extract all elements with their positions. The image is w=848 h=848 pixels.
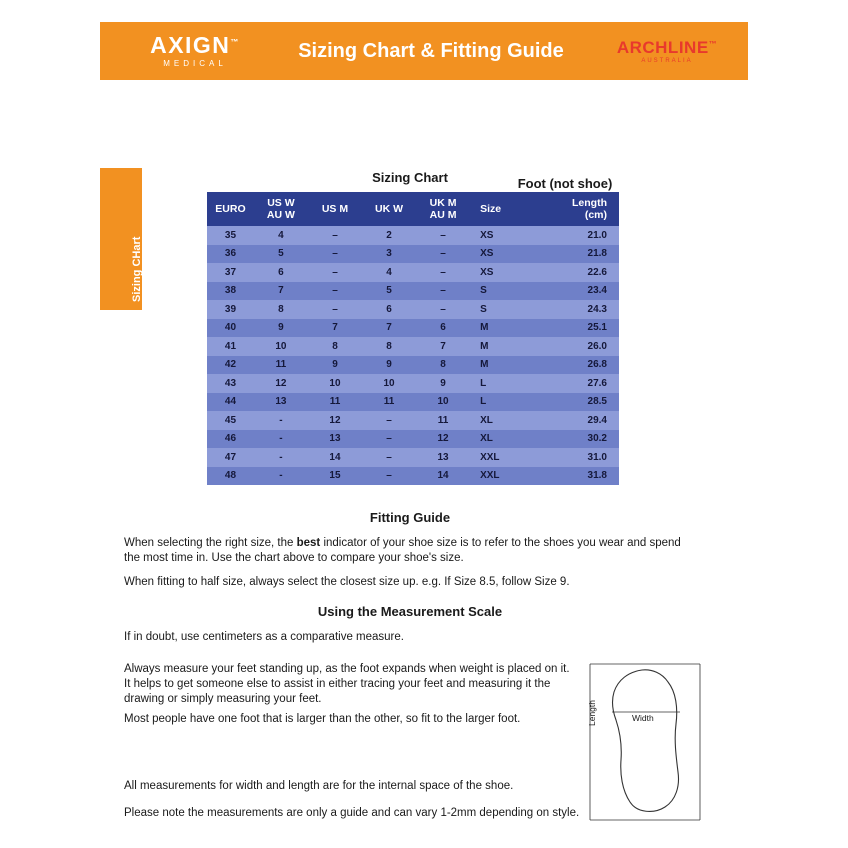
cell-us-w: 13 [254, 393, 308, 412]
table-head [207, 192, 619, 226]
cell-uk-m: 14 [416, 467, 470, 486]
archline-logo [592, 39, 748, 64]
header-uk-w-line1: UK W [375, 203, 404, 215]
cell-uk-m: 9 [416, 374, 470, 393]
table-row [207, 374, 619, 393]
measurement-paragraph-1: If in doubt, use centimeters as a comparative measure. [124, 631, 404, 643]
header-us-w-line2: AU W [266, 209, 295, 221]
header-uk-w [362, 192, 416, 226]
foot-diagram-svg [580, 662, 710, 822]
cell-uk-m: – [416, 282, 470, 301]
foot-length-label: Length [587, 700, 597, 726]
cell-uk-m: 7 [416, 337, 470, 356]
axign-trademark-icon: ™ [230, 37, 240, 47]
cell-length: 23.4 [539, 282, 619, 301]
cell-us-w: - [254, 411, 308, 430]
cell-length: 21.0 [539, 226, 619, 245]
cell-uk-w: – [362, 467, 416, 486]
header-us-m-line1: US M [321, 203, 349, 215]
cell-euro: 37 [207, 263, 254, 282]
archline-trademark-icon: ™ [708, 38, 718, 48]
header-euro [207, 192, 254, 226]
cell-us-m: 11 [308, 393, 362, 412]
cell-size: M [470, 356, 539, 375]
cell-euro: 46 [207, 430, 254, 449]
cell-us-w: 6 [254, 263, 308, 282]
table-row [207, 337, 619, 356]
p1-bold: best [296, 537, 321, 549]
cell-euro: 40 [207, 319, 254, 338]
table-row [207, 356, 619, 375]
table-row [207, 263, 619, 282]
cell-uk-m: – [416, 245, 470, 264]
axign-subtitle: MEDICAL [163, 59, 227, 68]
measurement-paragraph-5: Please note the measurements are only a guide and can vary 1-2mm depending on style. [124, 807, 580, 819]
header-us-w [254, 192, 308, 226]
cell-euro: 35 [207, 226, 254, 245]
cell-length: 24.3 [539, 300, 619, 319]
cell-length: 31.0 [539, 448, 619, 467]
cell-euro: 41 [207, 337, 254, 356]
cell-us-w: 8 [254, 300, 308, 319]
cell-size: M [470, 319, 539, 338]
cell-us-w: 4 [254, 226, 308, 245]
cell-size: XS [470, 226, 539, 245]
cell-euro: 48 [207, 467, 254, 486]
header-banner [100, 22, 748, 80]
cell-uk-w: – [362, 448, 416, 467]
cell-size: XXL [470, 448, 539, 467]
cell-uk-w: 4 [362, 263, 416, 282]
cell-us-w: 7 [254, 282, 308, 301]
fitting-guide-paragraph-2: When fitting to half size, always select the closest size up. e.g. If Size 8.5, follow Size 9. [124, 576, 570, 588]
cell-uk-w: 10 [362, 374, 416, 393]
cell-euro: 44 [207, 393, 254, 412]
cell-length: 22.6 [539, 263, 619, 282]
cell-uk-w: 9 [362, 356, 416, 375]
cell-euro: 42 [207, 356, 254, 375]
table-row [207, 226, 619, 245]
sizing-chart-label: Sizing Chart [372, 170, 448, 185]
measurement-paragraph-3: Most people have one foot that is larger than the other, so fit to the larger foot. [124, 713, 521, 725]
table-row [207, 448, 619, 467]
cell-uk-w: 7 [362, 319, 416, 338]
cell-size: XS [470, 263, 539, 282]
cell-us-m: 7 [308, 319, 362, 338]
cell-euro: 39 [207, 300, 254, 319]
cell-uk-m: – [416, 226, 470, 245]
header-length-line1: Length [572, 197, 607, 209]
cell-us-m: 14 [308, 448, 362, 467]
header-euro-line1: EURO [215, 203, 246, 215]
foot-outline-diagram [580, 662, 710, 822]
cell-length: 29.4 [539, 411, 619, 430]
cell-uk-w: – [362, 430, 416, 449]
cell-size: XS [470, 245, 539, 264]
table-row [207, 245, 619, 264]
cell-uk-m: – [416, 263, 470, 282]
cell-euro: 36 [207, 245, 254, 264]
cell-us-w: - [254, 448, 308, 467]
cell-size: L [470, 374, 539, 393]
archline-subtitle: AUSTRALIA [641, 57, 693, 64]
cell-us-w: - [254, 430, 308, 449]
cell-us-m: 8 [308, 337, 362, 356]
cell-us-w: 5 [254, 245, 308, 264]
table-row [207, 300, 619, 319]
header-size-line1: Size [480, 203, 502, 215]
header-us-m [308, 192, 362, 226]
cell-us-m: 10 [308, 374, 362, 393]
cell-us-w: 10 [254, 337, 308, 356]
cell-uk-w: – [362, 411, 416, 430]
cell-length: 21.8 [539, 245, 619, 264]
cell-us-m: – [308, 226, 362, 245]
cell-uk-w: 11 [362, 393, 416, 412]
table-header-row [207, 192, 619, 226]
cell-us-m: – [308, 245, 362, 264]
axign-logo [100, 34, 290, 68]
cell-size: S [470, 300, 539, 319]
cell-uk-m: 11 [416, 411, 470, 430]
side-tab-line1: Sizing CHart [131, 236, 143, 302]
axign-wordmark: AXIGN™ [150, 32, 240, 58]
header-uk-m-line2: AU M [429, 209, 457, 221]
measurement-paragraph-2: Always measure your feet standing up, as the foot expands when weight is placed on it. It helps to get someone else to assist in either tracing your feet and measuring it the drawing or simply measuring your feet. [124, 663, 570, 705]
foot-not-shoe-label: Foot (not shoe) [517, 176, 613, 191]
cell-length: 31.8 [539, 467, 619, 486]
p1-part1: When selecting the right size, the [124, 537, 297, 549]
cell-uk-w: 8 [362, 337, 416, 356]
cell-uk-m: 13 [416, 448, 470, 467]
table-row [207, 411, 619, 430]
cell-uk-m: 12 [416, 430, 470, 449]
cell-us-w: 11 [254, 356, 308, 375]
cell-uk-m: – [416, 300, 470, 319]
cell-uk-m: 6 [416, 319, 470, 338]
cell-length: 27.6 [539, 374, 619, 393]
measurement-paragraph-4: All measurements for width and length are for the internal space of the shoe. [124, 780, 514, 792]
table-row [207, 430, 619, 449]
side-tab-text [130, 172, 158, 302]
cell-size: M [470, 337, 539, 356]
cell-us-m: 13 [308, 430, 362, 449]
cell-size: L [470, 393, 539, 412]
table-row [207, 393, 619, 412]
header-length-line2: (cm) [584, 209, 607, 221]
header-length [539, 192, 619, 226]
cell-uk-w: 3 [362, 245, 416, 264]
cell-uk-w: 6 [362, 300, 416, 319]
cell-uk-w: 5 [362, 282, 416, 301]
cell-uk-m: 10 [416, 393, 470, 412]
cell-uk-m: 8 [416, 356, 470, 375]
cell-us-w: 9 [254, 319, 308, 338]
cell-length: 30.2 [539, 430, 619, 449]
side-tab [100, 168, 157, 310]
header-uk-m-line1: UK M [429, 197, 457, 209]
cell-us-w: 12 [254, 374, 308, 393]
measurement-scale-title: Using the Measurement Scale [317, 604, 503, 619]
cell-size: XL [470, 411, 539, 430]
cell-us-m: – [308, 263, 362, 282]
page-title: Sizing Chart & Fitting Guide [298, 39, 564, 62]
fitting-guide-title: Fitting Guide [369, 510, 451, 525]
cell-us-m: – [308, 300, 362, 319]
cell-length: 25.1 [539, 319, 619, 338]
side-tab-line2: & Fitting Guide [145, 223, 157, 302]
cell-us-w: - [254, 467, 308, 486]
cell-length: 26.0 [539, 337, 619, 356]
header-size [470, 192, 539, 226]
table-row [207, 282, 619, 301]
cell-us-m: – [308, 282, 362, 301]
cell-size: XXL [470, 467, 539, 486]
cell-uk-w: 2 [362, 226, 416, 245]
cell-size: S [470, 282, 539, 301]
header-uk-m [416, 192, 470, 226]
table-row [207, 467, 619, 486]
p1-part2: indicator of your shoe size is to refer to the shoes you wear and spend the most time in. Use the chart above to compare your shoe's size. [124, 537, 681, 564]
table-row [207, 319, 619, 338]
cell-euro: 38 [207, 282, 254, 301]
archline-wordmark: ARCHLINE™ [616, 37, 718, 57]
cell-us-m: 9 [308, 356, 362, 375]
foot-width-label: Width [632, 713, 654, 723]
cell-us-m: 12 [308, 411, 362, 430]
cell-length: 28.5 [539, 393, 619, 412]
cell-us-m: 15 [308, 467, 362, 486]
fitting-guide-paragraph-1 [124, 536, 696, 566]
header-us-w-line1: US W [267, 197, 295, 209]
cell-euro: 47 [207, 448, 254, 467]
cell-length: 26.8 [539, 356, 619, 375]
sizing-chart-table [207, 192, 619, 485]
cell-euro: 45 [207, 411, 254, 430]
cell-size: XL [470, 430, 539, 449]
table-body [207, 226, 619, 485]
cell-euro: 43 [207, 374, 254, 393]
